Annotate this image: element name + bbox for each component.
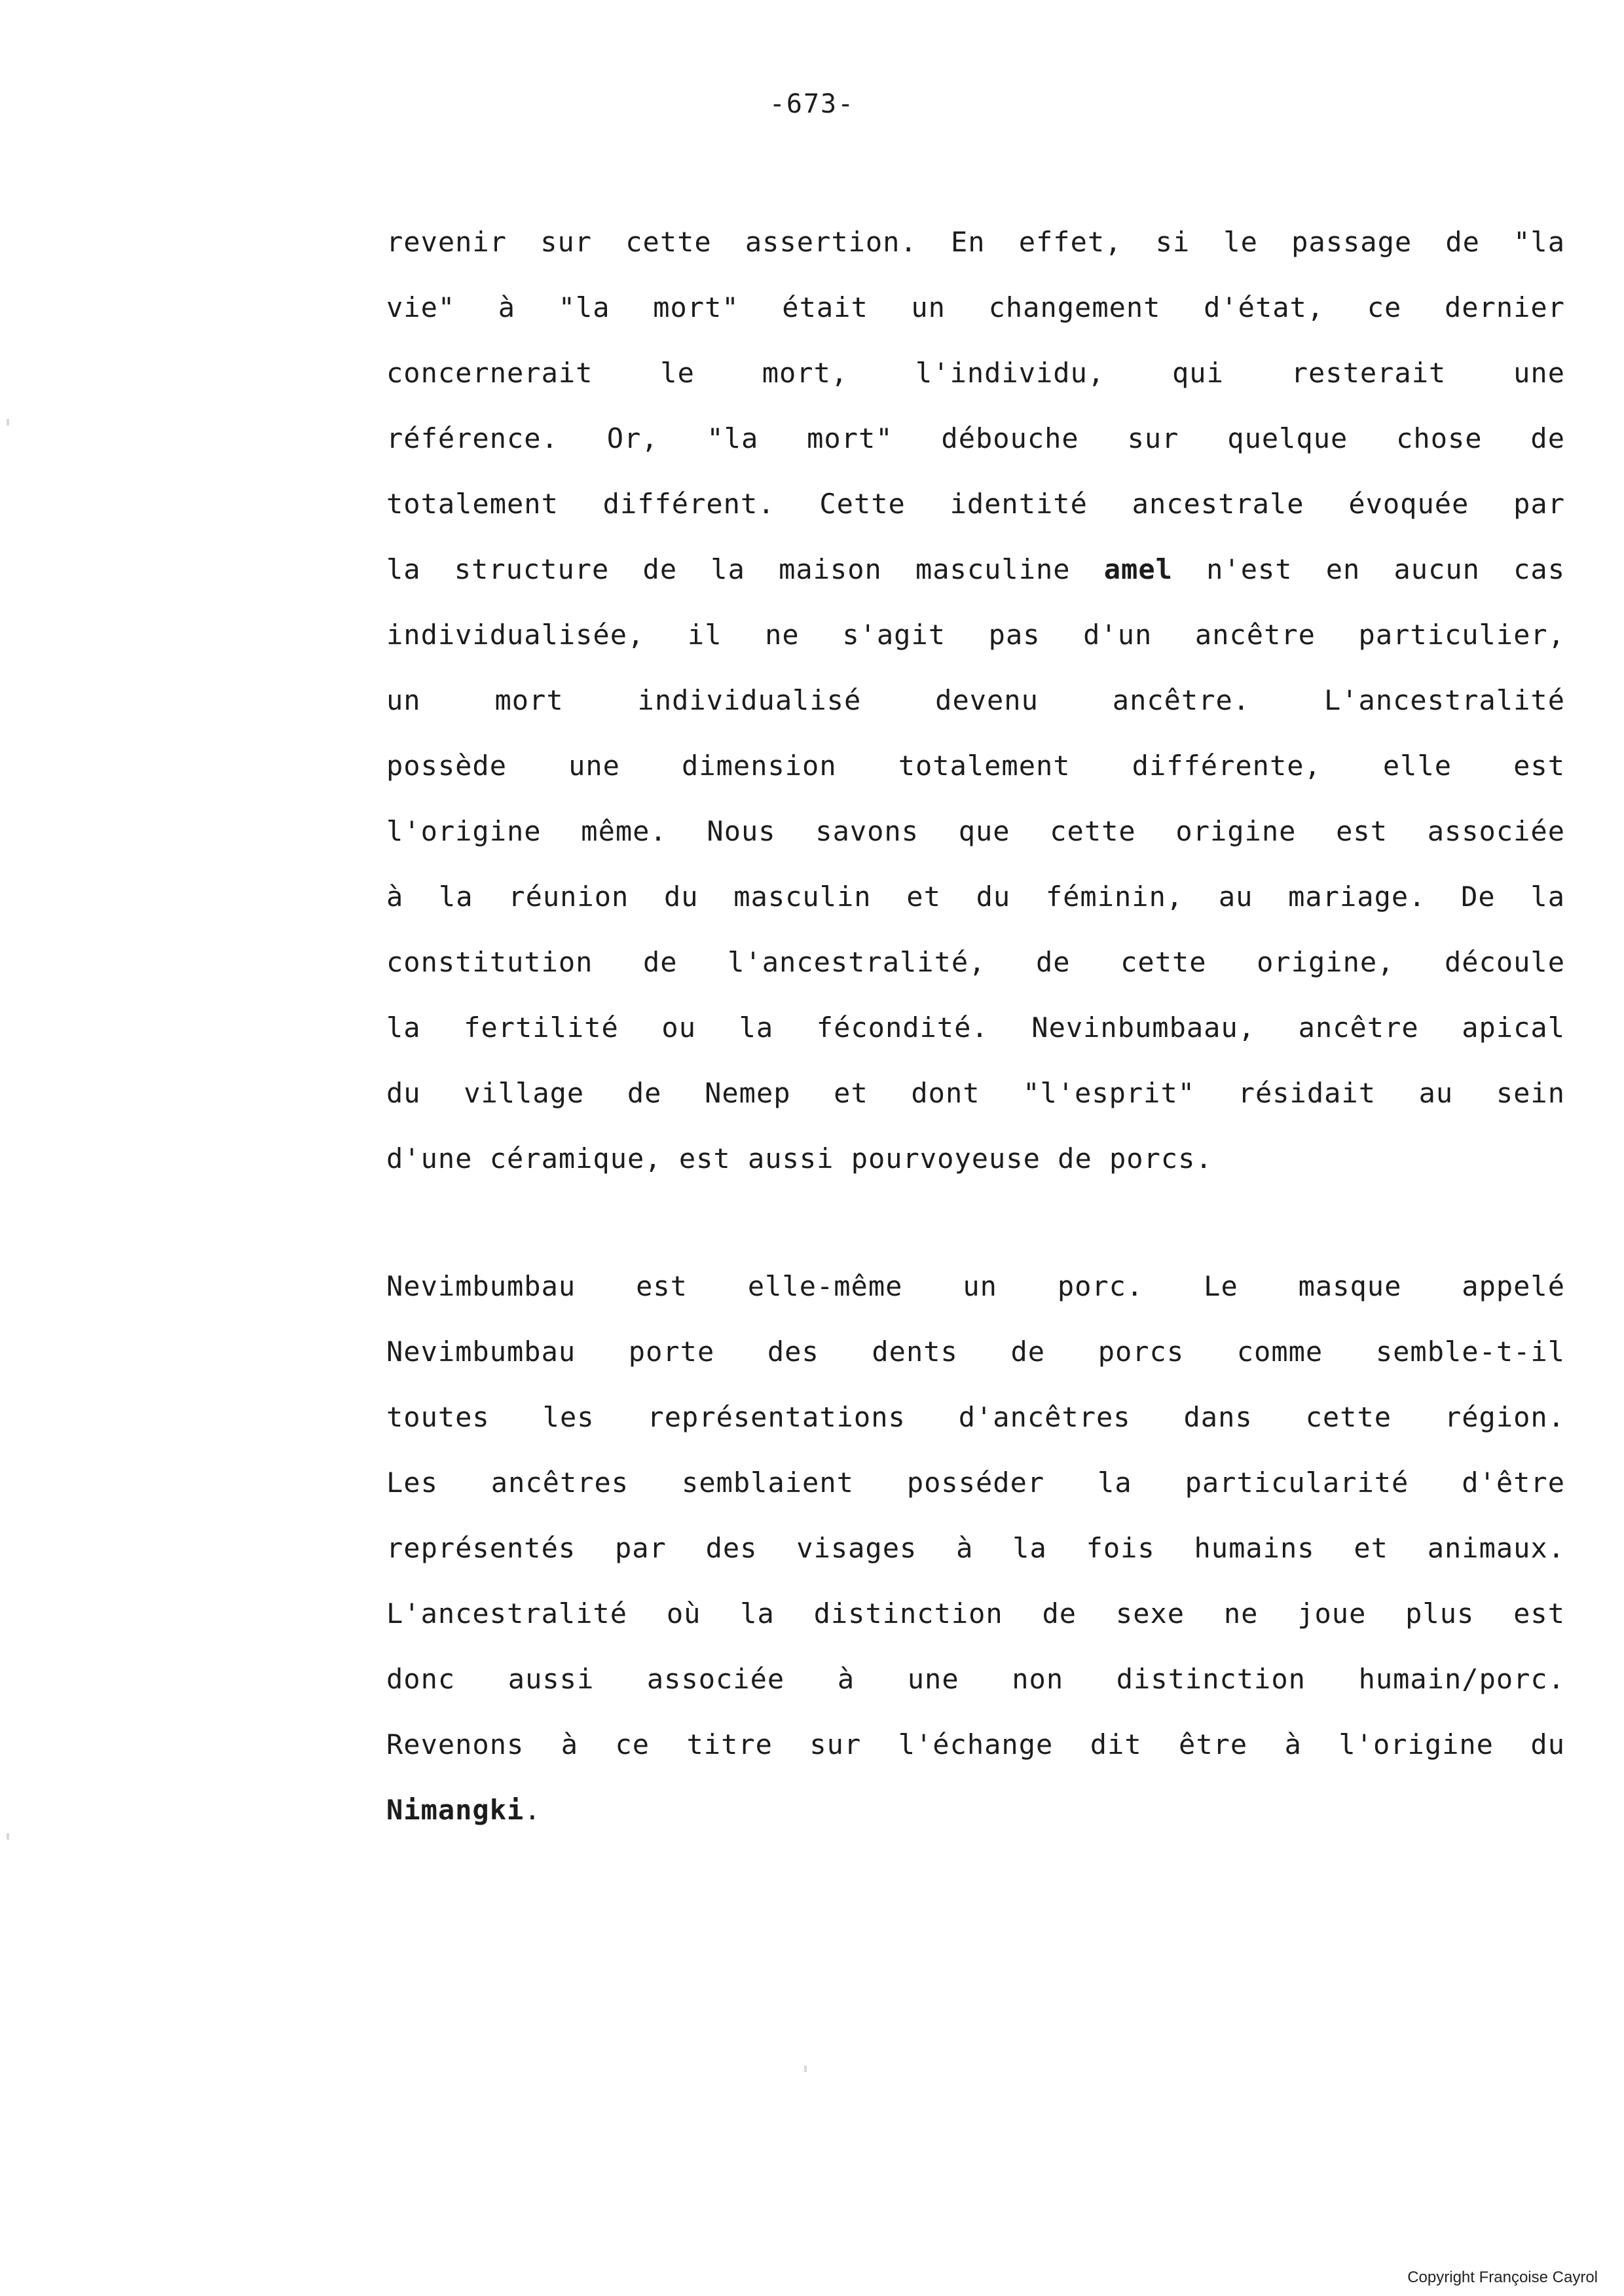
text-line: toutes les représentations d'ancêtres dans cette région. [386, 1401, 1565, 1433]
text-run: la structure de la maison masculine [386, 553, 1104, 585]
text-line: constitution de l'ancestralité, de cette origine, découle [386, 946, 1565, 978]
text-line [386, 1777, 1565, 1843]
text-line [386, 537, 1565, 602]
text-line: l'origine même. Nous savons que cette origine est associée [386, 815, 1565, 847]
text-line: possède une dimension totalement différente, elle est [386, 750, 1565, 782]
text-line: totalement différent. Cette identité ancestrale évoquée par [386, 488, 1565, 520]
text-line: Les ancêtres semblaient posséder la particularité d'être [386, 1467, 1565, 1499]
text-line: Nevimbumbau est elle-même un porc. Le masque appelé [386, 1270, 1565, 1302]
text-run: n'est en aucun cas [1172, 553, 1565, 585]
text-line: un mort individualisé devenu ancêtre. L'ancestralité [386, 684, 1565, 716]
bold-term-nimangki: Nimangki [386, 1794, 525, 1826]
text-line: concernerait le mort, l'individu, qui resterait une [386, 357, 1565, 389]
text-line: d'une céramique, est aussi pourvoyeuse de porcs. [386, 1142, 1213, 1175]
text-line: individualisée, il ne s'agit pas d'un ancêtre particulier, [386, 619, 1565, 651]
text-line: du village de Nemep et dont "l'esprit" résidait au sein [386, 1077, 1565, 1109]
text-line: donc aussi associée à une non distinction humain/porc. [386, 1663, 1565, 1695]
text-line: à la réunion du masculin et du féminin, au mariage. De la [386, 881, 1565, 913]
page-number: -673- [769, 89, 855, 119]
text-line: vie" à "la mort" était un changement d'état, ce dernier [386, 291, 1565, 323]
text-line: L'ancestralité où la distinction de sexe ne joue plus est [386, 1597, 1565, 1630]
text-line: référence. Or, "la mort" débouche sur quelque chose de [386, 422, 1565, 454]
scan-speck [804, 2066, 807, 2072]
text-line: Nevimbumbau porte des dents de porcs comme semble-t-il [386, 1336, 1565, 1368]
text-line: revenir sur cette assertion. En effet, si le passage de "la [386, 226, 1565, 258]
scan-speck [7, 1833, 9, 1840]
text-line: représentés par des visages à la fois humains et animaux. [386, 1532, 1565, 1564]
bold-term-amel: amel [1103, 553, 1173, 585]
copyright-footer: Copyright Françoise Cayrol [1407, 2269, 1598, 2286]
text-run: . [524, 1794, 542, 1826]
text-line: la fertilité ou la fécondité. Nevinbumbaau, ancêtre apical [386, 1011, 1565, 1044]
text-line: Revenons à ce titre sur l'échange dit être à l'origine du [386, 1728, 1565, 1760]
scan-speck [7, 419, 9, 426]
paragraph-1 [386, 210, 1565, 1192]
paragraph-2 [386, 1254, 1565, 1843]
